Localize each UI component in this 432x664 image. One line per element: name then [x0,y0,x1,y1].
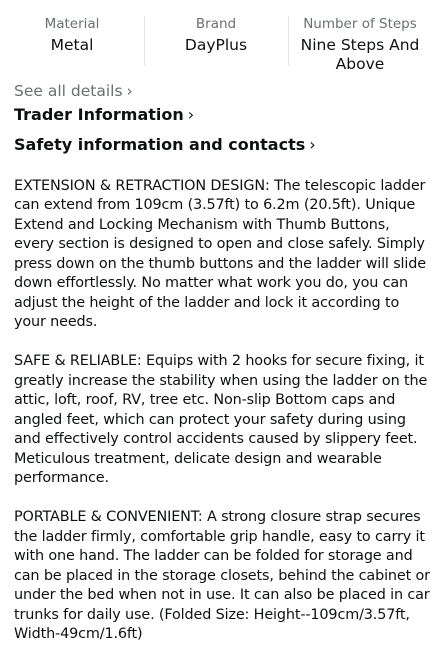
description-safety: SAFE & RELIABLE: Equips with 2 hooks for secure fixing, it greatly increase the stability when using the ladder on the attic, loft, roof, RV, tree etc. Non-slip Bottom caps and angled feet, which can protect your safety during using and effectively control accidents caused by slippery feet. Meticulous treatment, delicate design and wearable performance. [14,353,428,486]
chevron-right-icon: › [309,135,316,154]
spec-label: Brand [195,16,237,32]
safety-information-link[interactable] [14,134,316,156]
spec-label: Material [44,16,100,32]
see-all-details-link[interactable] [14,80,133,102]
spec-brand [144,12,288,74]
spec-value: Metal [50,36,94,54]
spec-material [0,12,144,74]
spec-number-of-steps [288,12,432,74]
trader-information-label: Trader Information [14,105,184,124]
trader-information-link[interactable] [14,104,194,126]
chevron-right-icon: › [187,105,195,124]
safety-information-label: Safety information and contacts [14,135,306,154]
spec-value: Nine Steps And Above [300,36,420,73]
description-extension: EXTENSION & RETRACTION DESIGN: The telescopic ladder can extend from 109cm (3.57ft) to 6.2m (20.5ft). Unique Extend and Locking Mechanism with Thumb Buttons, every section is designed to open and close safely. Simply press down on the thumb buttons and the ladder will slide down effortlessly. No matter what work you do, you can adjust the height of the ladder and lock it according to your needs. [14,177,426,330]
spec-label: Number of Steps [303,16,417,32]
product-specs [0,12,432,74]
chevron-right-icon: › [126,82,133,100]
description-portable: PORTABLE & CONVENIENT: A strong closure strap secures the ladder firmly, comfortable grip handle, easy to carry it with one hand. The ladder can be folded for storage and can be placed in the storage closets, behind the cabinet or under the bed when not in use. It can also be placed in car trunks for daily use. (Folded Size: Height--109cm/3.57ft, Width-49cm/1.6ft) [14,509,430,642]
see-all-details-label: See all details [14,82,123,100]
spec-value: DayPlus [184,36,248,54]
product-description [14,157,430,664]
